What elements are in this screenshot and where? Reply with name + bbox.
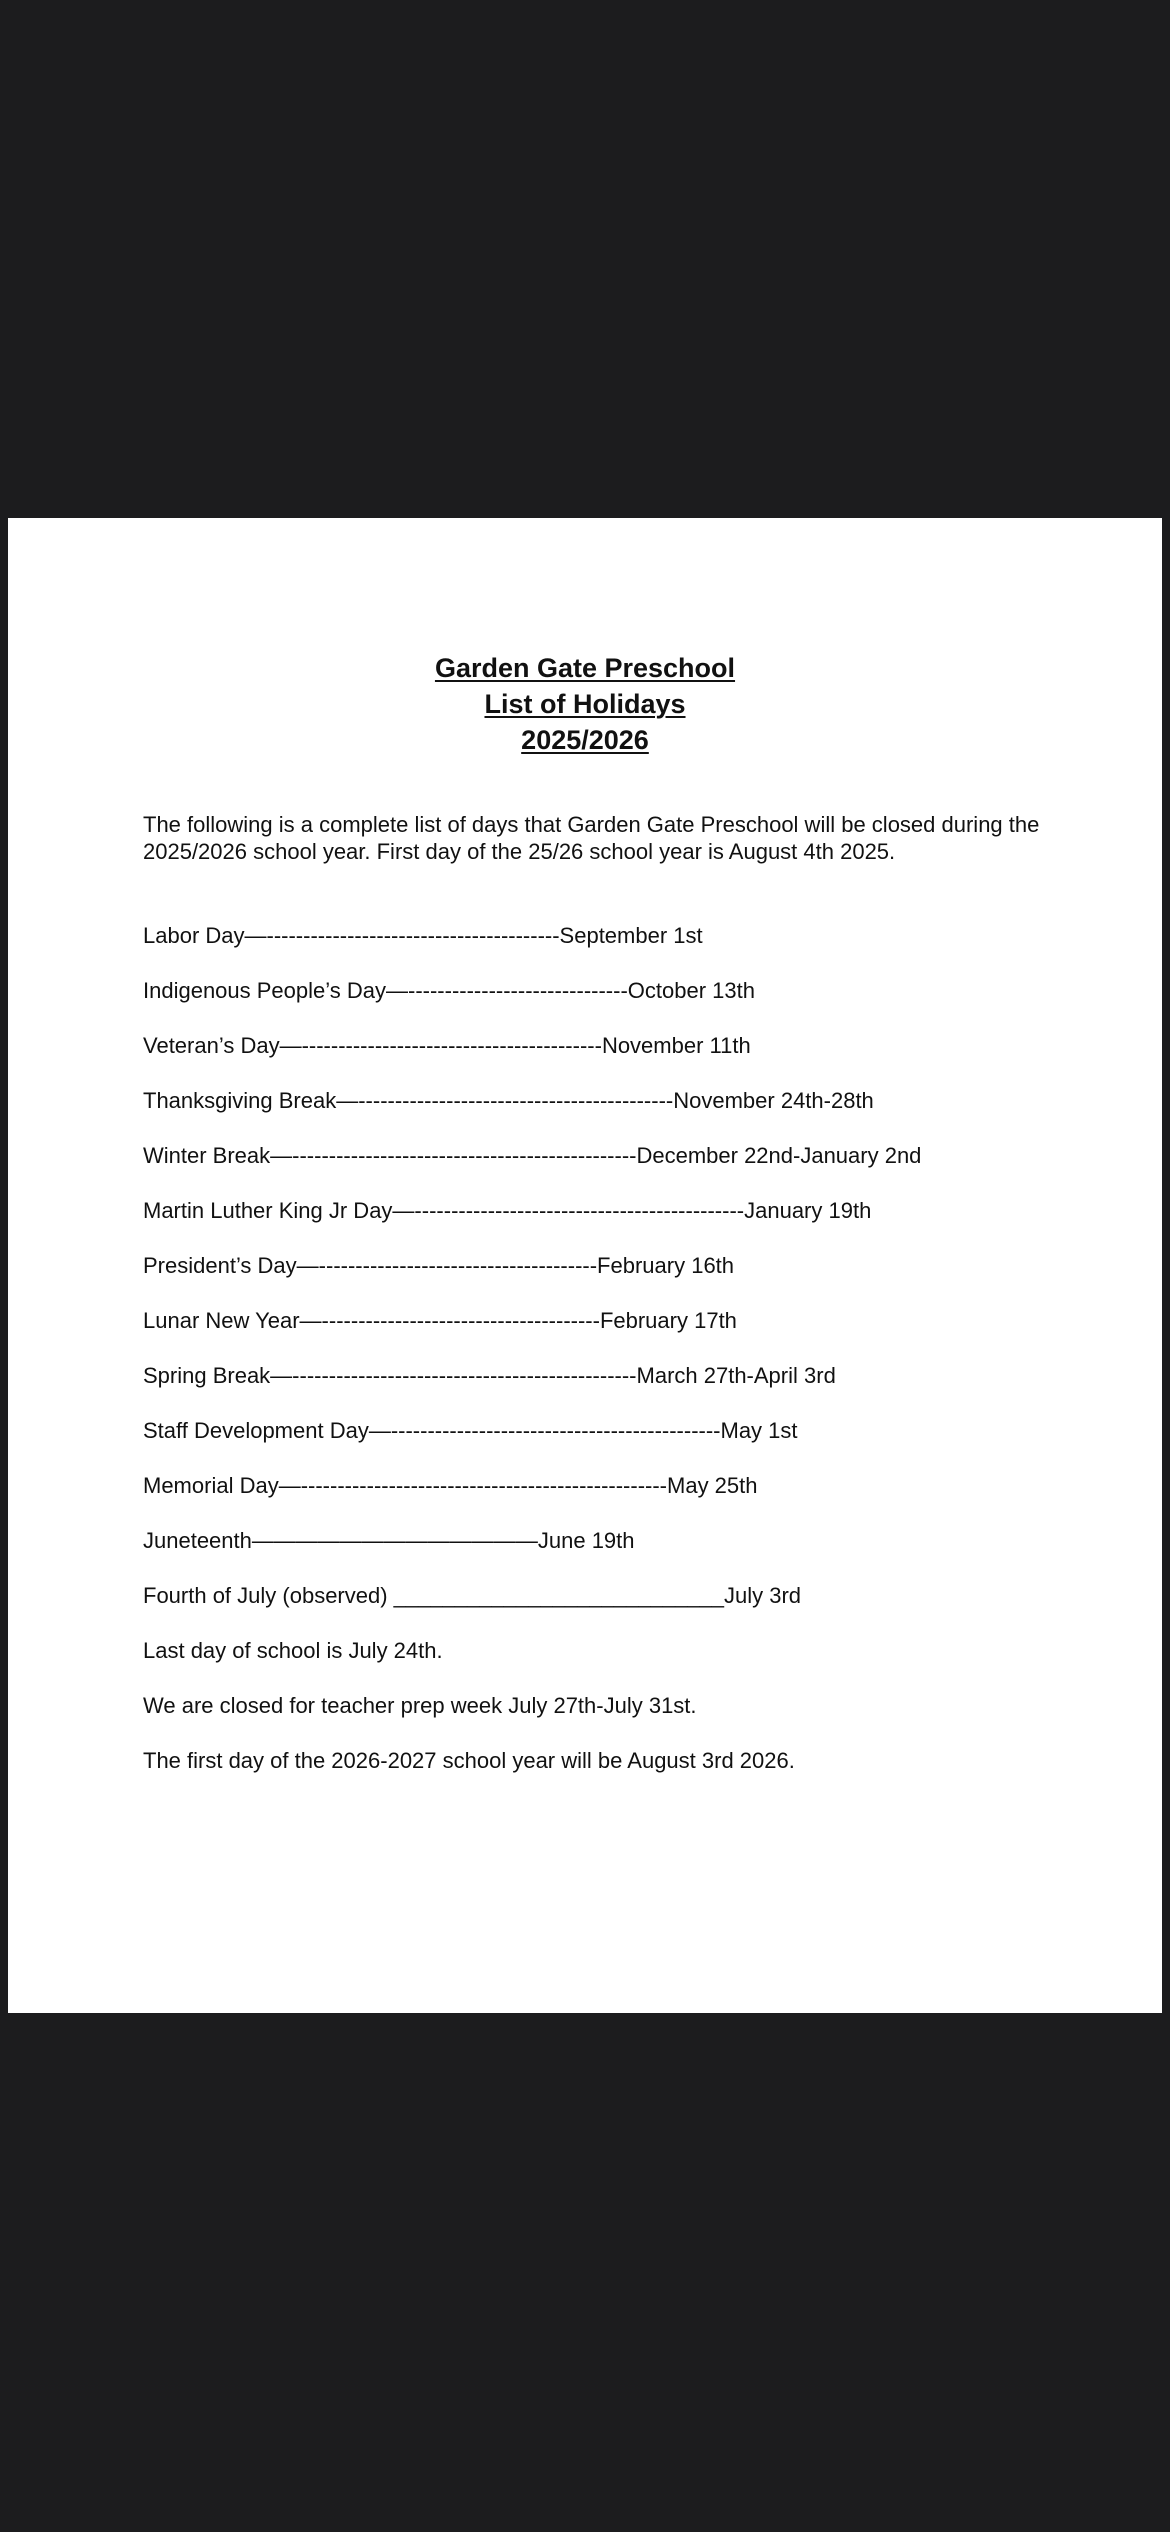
note-next-year-start: The first day of the 2026-2027 school year will be August 3rd 2026.	[143, 1748, 795, 1773]
holiday-row-winter-break: Winter Break—-----------------------------------------------December 22nd-January 2nd	[143, 1143, 922, 1168]
holiday-row-staff-development-day: Staff Development Day—---------------------------------------------May 1st	[143, 1418, 798, 1443]
holiday-row-memorial-day: Memorial Day—--------------------------------------------------May 25th	[143, 1473, 758, 1498]
note-teacher-prep-week: We are closed for teacher prep week July 27th-July 31st.	[143, 1693, 697, 1718]
holiday-row-spring-break: Spring Break—-----------------------------------------------March 27th-April 3rd	[143, 1363, 836, 1388]
school-name: Garden Gate Preschool	[434, 653, 736, 683]
document-page	[8, 518, 1162, 2013]
intro-paragraph: The following is a complete list of days that Garden Gate Preschool will be closed during the 2025/2026 school year. First day of the 25/26 school year is August 4th 2025.	[143, 812, 1040, 864]
holiday-list	[143, 922, 1083, 1637]
holiday-row-labor-day: Labor Day—----------------------------------------September 1st	[143, 923, 703, 948]
closing-notes	[143, 1637, 1083, 1802]
holiday-row-presidents-day: President’s Day—--------------------------------------February 16th	[143, 1253, 735, 1278]
holiday-row-juneteenth: Juneteenth—————————————June 19th	[143, 1528, 635, 1553]
holiday-row-veterans-day: Veteran’s Day—-----------------------------------------November 11th	[143, 1033, 751, 1058]
document-title	[8, 650, 1162, 758]
holiday-row-lunar-new-year: Lunar New Year—--------------------------------------February 17th	[143, 1308, 737, 1333]
holiday-row-thanksgiving-break: Thanksgiving Break—-------------------------------------------November 24th-28th	[143, 1088, 874, 1113]
holiday-row-fourth-of-july: Fourth of July (observed) ___________________________July 3rd	[143, 1583, 802, 1608]
school-year: 2025/2026	[521, 725, 649, 755]
list-title: List of Holidays	[484, 689, 686, 719]
holiday-row-indigenous-peoples-day: Indigenous People’s Day—------------------------------October 13th	[143, 978, 755, 1003]
holiday-row-mlk-day: Martin Luther King Jr Day—---------------------------------------------January 19th	[143, 1198, 872, 1223]
note-last-day: Last day of school is July 24th.	[143, 1638, 443, 1663]
